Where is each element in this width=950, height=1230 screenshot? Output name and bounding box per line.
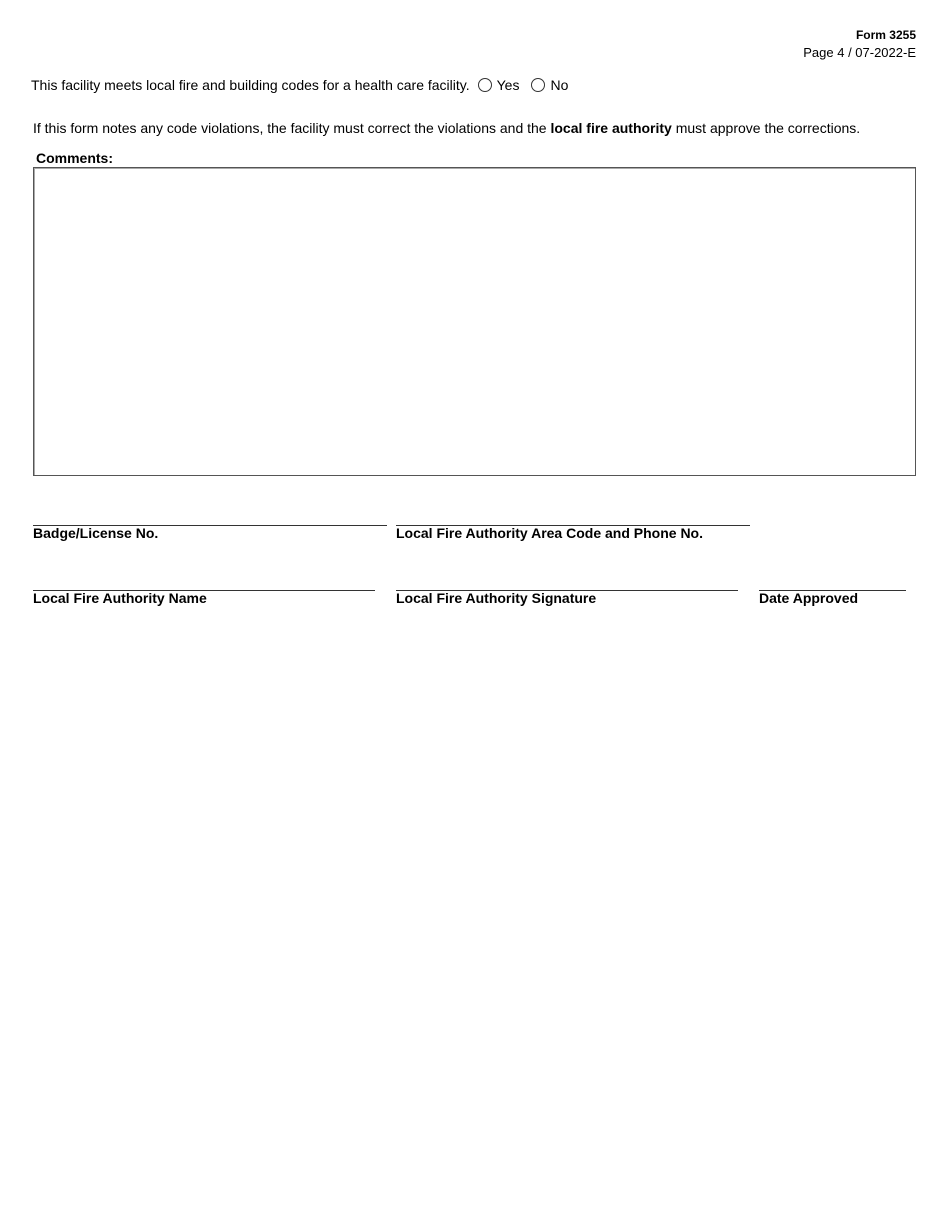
compliance-question: This facility meets local fire and building codes for a health care facility. — [31, 77, 470, 93]
notice-text-after: must approve the corrections. — [671, 120, 861, 136]
comments-label: Comments: — [36, 150, 114, 166]
badge-license-label: Badge/License No. — [33, 525, 159, 541]
area-code-phone-label: Local Fire Authority Area Code and Phone No. — [396, 525, 703, 541]
authority-signature-label: Local Fire Authority Signature — [396, 590, 597, 606]
no-radio-button[interactable] — [531, 78, 545, 92]
no-radio-option[interactable] — [531, 77, 568, 93]
yes-radio-option[interactable] — [478, 77, 520, 93]
authority-name-label: Local Fire Authority Name — [33, 590, 207, 606]
no-radio-label: No — [550, 77, 569, 93]
yes-radio-button[interactable] — [478, 78, 492, 92]
yes-radio-label: Yes — [496, 77, 520, 93]
notice-emphasis: local fire authority — [550, 120, 672, 136]
compliance-question-row — [31, 77, 568, 93]
violation-notice — [33, 120, 860, 136]
form-number: Form 3255 — [855, 28, 916, 42]
date-approved-label: Date Approved — [759, 590, 859, 606]
comments-textarea[interactable] — [33, 167, 916, 476]
page-info: Page 4 / 07-2022-E — [803, 45, 916, 60]
notice-text-before: If this form notes any code violations, the facility must correct the violations and the — [33, 120, 551, 136]
